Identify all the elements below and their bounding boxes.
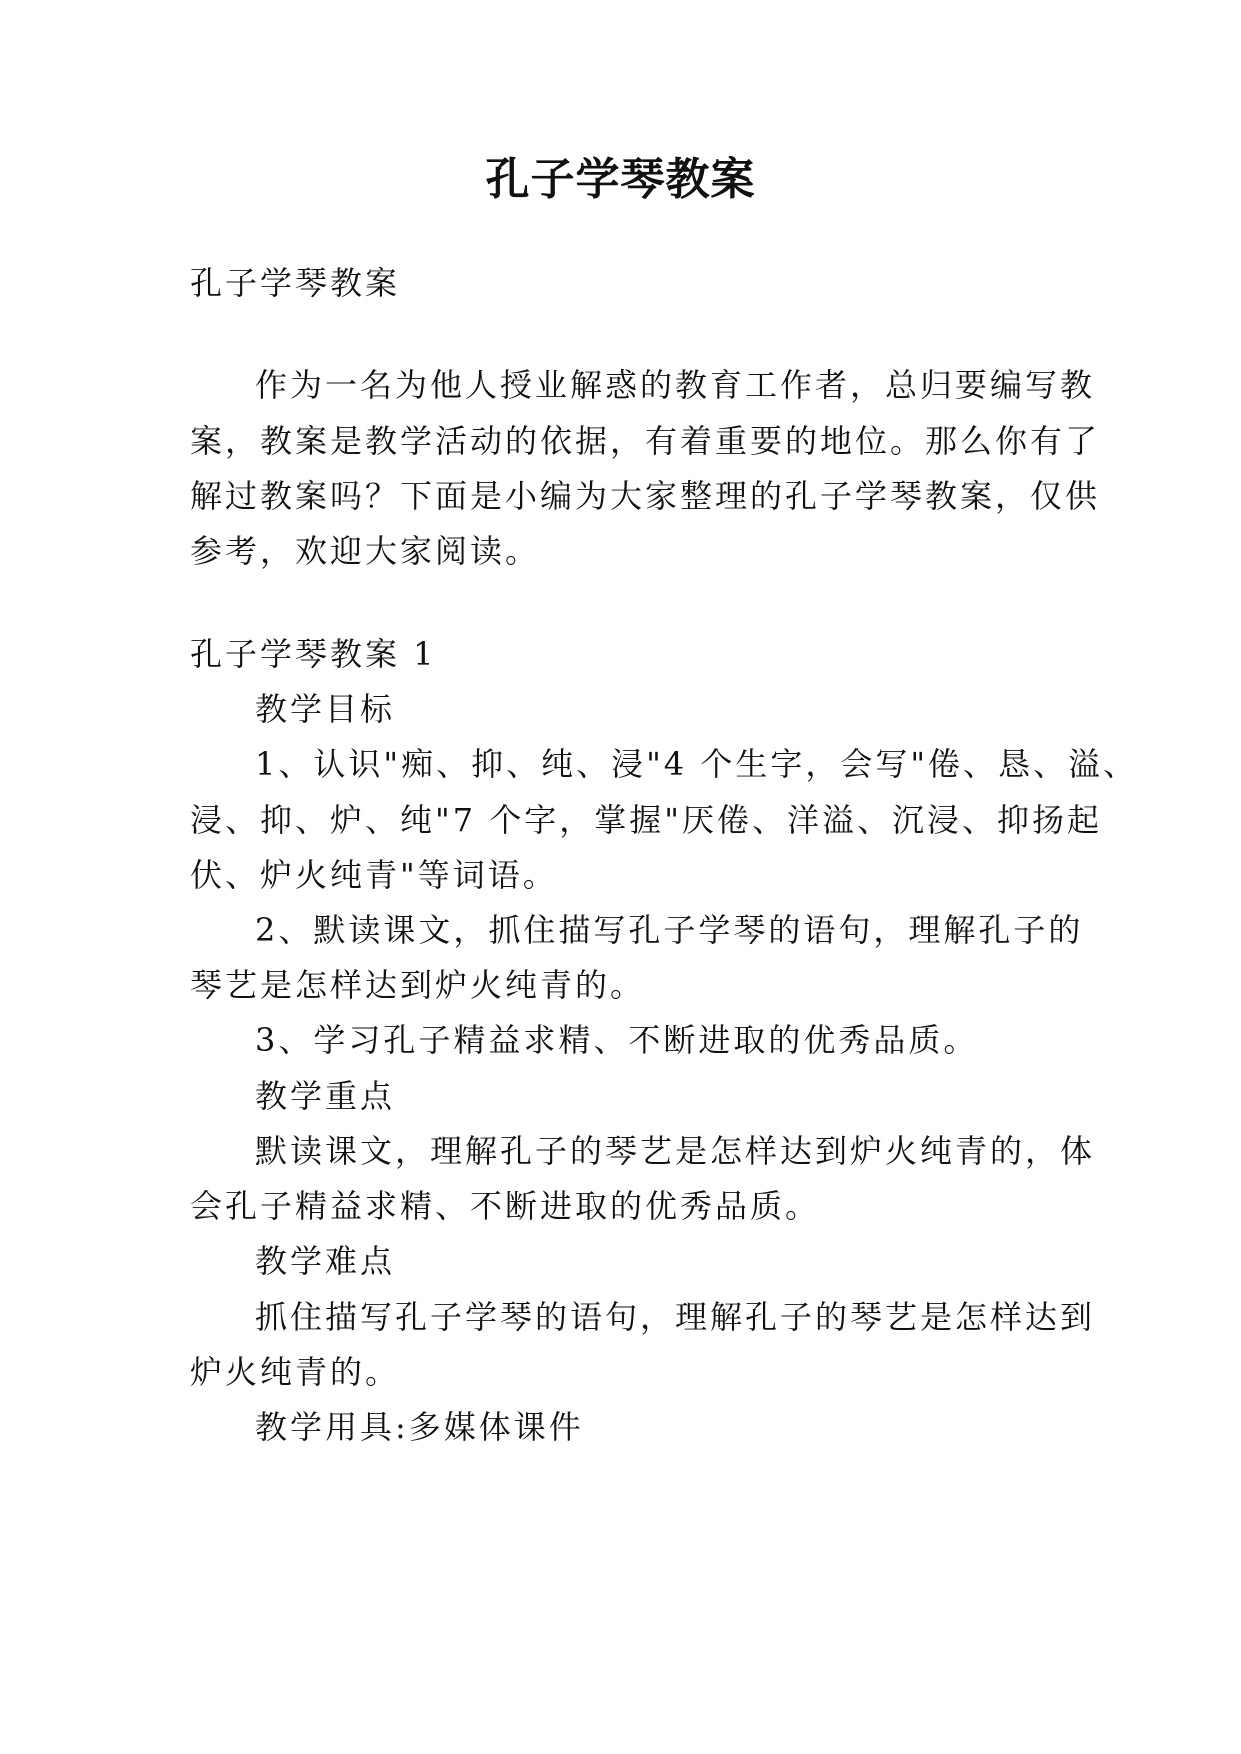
key-heading: 教学重点	[255, 1077, 396, 1115]
difficulty-line: 抓住描写孔子学琴的语句，理解孔子的琴艺是怎样达到	[255, 1298, 1096, 1336]
tools-line: 教学用具:多媒体课件	[255, 1408, 584, 1446]
goals-heading: 教学目标	[255, 690, 396, 728]
section-heading: 孔子学琴教案 1	[190, 635, 437, 673]
intro-line: 作为一名为他人授业解惑的教育工作者，总归要编写教	[255, 366, 1096, 404]
key-line: 会孔子精益求精、不断进取的优秀品质。	[190, 1187, 821, 1225]
goal-3-line: 3、学习孔子精益求精、不断进取的优秀品质。	[255, 1021, 979, 1059]
goal-1-line: 伏、炉火纯青"等词语。	[190, 856, 558, 894]
goal-1-line: 浸、抑、炉、纯"7 个字，掌握"厌倦、洋溢、沉浸、抑扬起	[190, 801, 1102, 839]
difficulty-line: 炉火纯青的。	[190, 1353, 401, 1391]
goal-2-line: 2、默读课文，抓住描写孔子学琴的语句，理解孔子的	[255, 911, 1084, 949]
document-subtitle: 孔子学琴教案	[190, 264, 401, 302]
difficulty-heading: 教学难点	[255, 1242, 396, 1280]
document-title: 孔子学琴教案	[485, 154, 756, 205]
key-line: 默读课文，理解孔子的琴艺是怎样达到炉火纯青的，体	[255, 1132, 1096, 1170]
goal-2-line: 琴艺是怎样达到炉火纯青的。	[190, 966, 646, 1004]
goal-1-line: 1、认识"痴、抑、纯、浸"4 个生字，会写"倦、恳、溢、	[255, 745, 1139, 783]
intro-line: 解过教案吗？下面是小编为大家整理的孔子学琴教案，仅供	[190, 477, 1101, 515]
intro-line: 参考，欢迎大家阅读。	[190, 532, 541, 570]
intro-line: 案，教案是教学活动的依据，有着重要的地位。那么你有了	[190, 422, 1101, 460]
